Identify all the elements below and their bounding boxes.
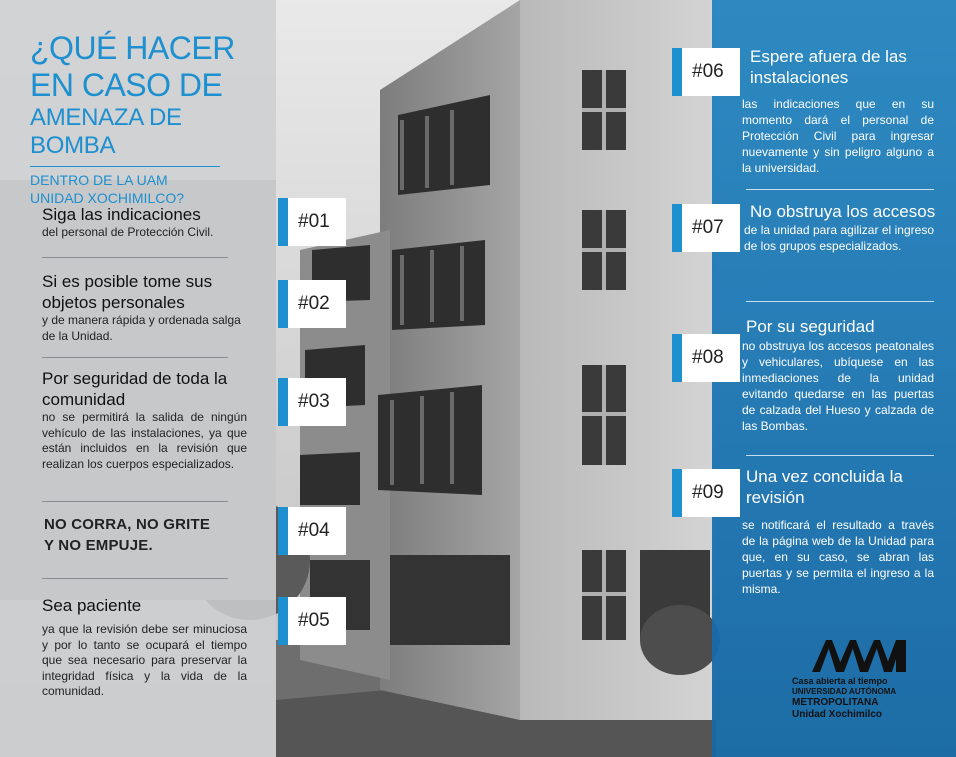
step-03 [42,368,247,472]
step-08-body: no obstruya los accesos peatonales y vehiculares, ubíquese en las inmediaciones de la unidad evitando quedarse en las puertas de calzada del Hueso y calzada de las Bombas. [742,339,934,433]
logo-line-2: UNIVERSIDAD AUTÓNOMA [792,687,897,696]
title-line-3: AMENAZA DE BOMBA [30,104,182,159]
badge-06: #06 [672,48,740,96]
divider [42,578,228,579]
title-line-5: UNIDAD XOCHIMILCO? [30,190,185,206]
badge-05: #05 [278,597,346,645]
step-09-body: se notificará el resultado a través de la página web de la Unidad para que, en su caso, se abran las puertas y se permita el ingreso a la misma. [742,518,934,596]
step-08-body-wrap [742,338,934,434]
uam-logo-icon [810,636,910,674]
step-07-body: de la unidad para agilizar el ingreso de los grupos especializados. [744,223,934,253]
step-03-heading: Por seguridad de toda la comunidad [42,369,228,409]
step-06 [750,46,932,96]
step-09 [746,466,906,508]
divider [746,455,934,456]
title-line-2: EN CASO DE [30,67,223,103]
step-01-heading: Siga las indicaciones [42,205,201,224]
step-06-body: las indicaciones que en su momento dará el personal de Protección Civil para ingresar nuevamente y sin peligro alguno a la universidad. [742,97,934,175]
step-08-heading: Por su seguridad [746,317,875,336]
step-01-body: del personal de Protección Civil. [42,225,214,239]
uam-logo [792,636,932,721]
divider [42,501,228,502]
step-02-body: y de manera rápida y ordenada salga de la Unidad. [42,313,241,343]
step-05-body: ya que la revisión debe ser minuciosa y por lo tanto se ocupará el tiempo que sea necesario para preservar la integridad física y la vida de la comunidad. [42,622,247,698]
step-03-body: no se permitirá la salida de ningún vehículo de las instalaciones, ya que están incluidos en la revisión que realizan los cuerpos especializados. [42,410,247,471]
divider [42,257,228,258]
page-title [30,30,270,207]
step-07 [750,201,940,222]
step-02-heading: Si es posible tome sus objetos personales [42,272,213,312]
badge-04: #04 [278,507,346,555]
step-05 [42,595,247,700]
step-06-body-wrap [742,96,934,176]
title-line-4: DENTRO DE LA UAM [30,172,168,188]
step-07-heading: No obstruya los accesos [750,202,936,221]
step-04-heading-line-1: NO CORRA, NO GRITE [44,516,211,533]
logo-line-1: Casa abierta al tiempo [792,676,888,686]
step-01 [42,204,242,241]
divider [746,189,934,190]
step-05-heading: Sea paciente [42,596,142,615]
step-07-body-wrap [744,222,934,254]
step-06-heading: Espere afuera de las instalaciones [750,47,907,87]
step-09-body-wrap [742,517,934,597]
badge-07: #07 [672,204,740,252]
divider [42,357,228,358]
badge-09: #09 [672,469,740,517]
step-04-heading-line-2: Y NO EMPUJE. [44,537,153,554]
divider [746,301,934,302]
badge-03: #03 [278,378,346,426]
logo-line-3: METROPOLITANA [792,697,879,708]
badge-02: #02 [278,280,346,328]
badge-01: #01 [278,198,346,246]
logo-line-4: Unidad Xochimilco [792,709,883,720]
step-08 [746,316,936,337]
step-09-heading: Una vez concluida la revisión [746,467,903,507]
title-line-1: ¿QUÉ HACER [30,30,235,66]
badge-08: #08 [672,334,740,382]
title-rule [30,166,220,167]
step-02 [42,271,252,344]
step-04 [44,514,244,556]
